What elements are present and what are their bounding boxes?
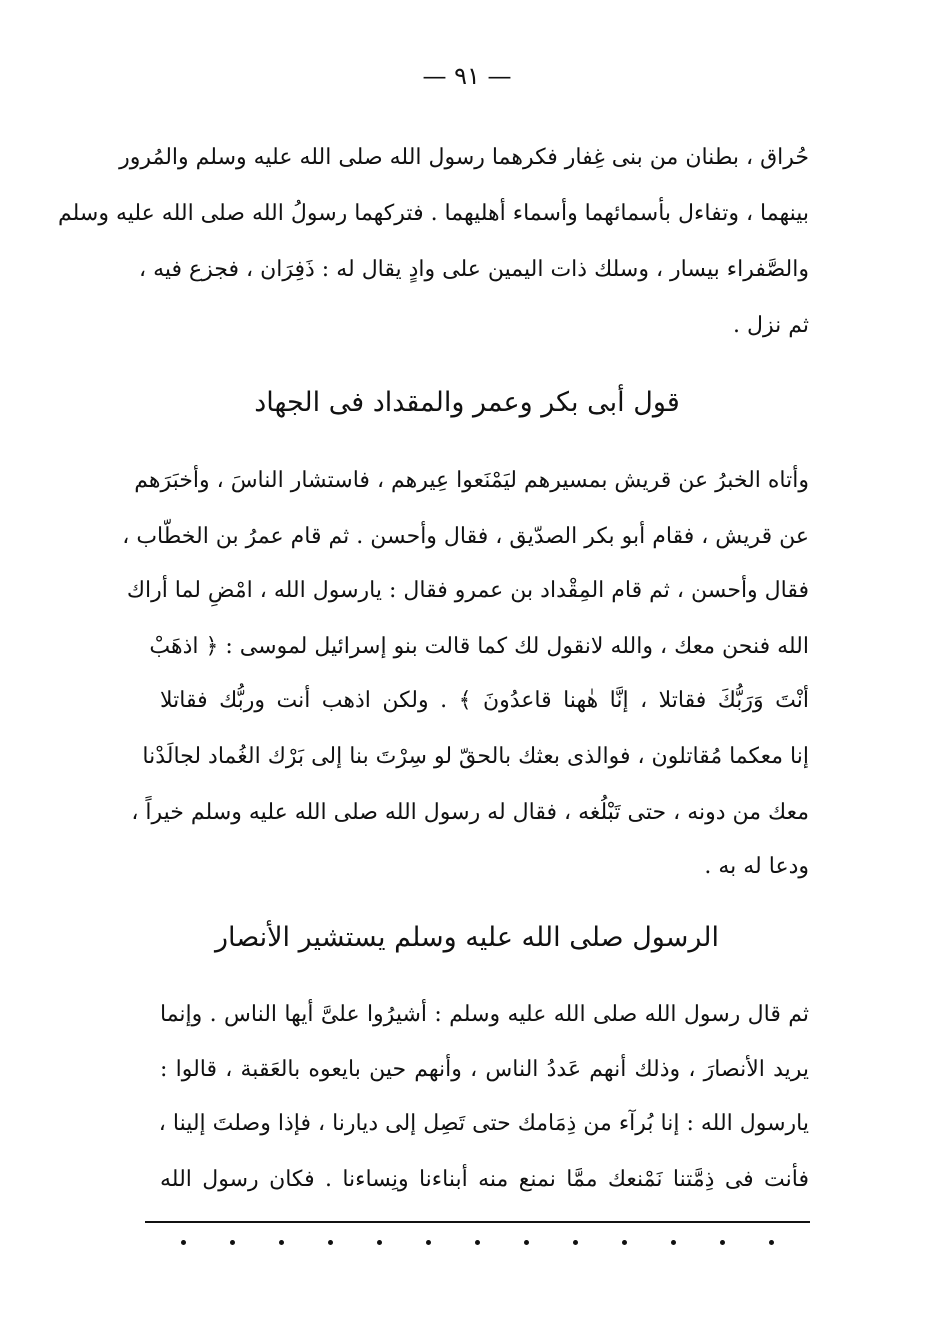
paragraph-line: بينهما ، وتفاءل بأسمائهما وأسماء أهليهما . فتركهما رسولُ الله صلى الله عليه وسلم — [57, 201, 809, 226]
paragraph-line: حُراق ، بطنان من بنى غِفار فكرهما رسول الله صلى الله عليه وسلم والمُرور — [119, 145, 809, 170]
footer-rule — [145, 1221, 810, 1223]
footer-dot — [524, 1240, 529, 1245]
page-number: — ٩١ — — [422, 62, 512, 90]
footer-dot — [230, 1240, 235, 1245]
paragraph-line: يارسول الله : إنا بُرآء من ذِمَامك حتى تَصِل إلى ديارنا ، فإذا وصلتَ إلينا ، — [158, 1111, 809, 1136]
footer-dot — [328, 1240, 333, 1245]
paragraph-line: أنْتَ وَرَبُّكَ فقاتلا ، إنَّا هٰهنا قاعدُونَ ﴾ . ولكن اذهب أنت وربُّك فقاتلا — [160, 688, 809, 713]
paragraph-line: عن قريش ، فقام أبو بكر الصدّيق ، فقال وأحسن . ثم قام عمرُ بن الخطّاب ، — [122, 524, 809, 549]
footer-dot — [671, 1240, 676, 1245]
paragraph-line: ثم نزل . — [733, 313, 809, 338]
paragraph-line: ثم قال رسول الله صلى الله عليه وسلم : أشيرُوا علىَّ أيها الناس . وإنما — [160, 1002, 809, 1027]
paragraph-line: والصَّفراء بيسار ، وسلك ذات اليمين على وادٍ يقال له : ذَفِرَان ، فجزع فيه ، — [138, 257, 809, 282]
footer-dot — [426, 1240, 431, 1245]
paragraph-line: وأتاه الخبرُ عن قريش بمسيرهم ليَمْنَعوا عِيرهم ، فاستشار الناسَ ، وأخبَرَهم — [134, 468, 809, 493]
paragraph-line: يريد الأنصارَ ، وذلك أنهم عَددُ الناس ، وأنهم حين بايعوه بالعَقبة ، قالوا : — [160, 1057, 809, 1082]
footer-dot — [720, 1240, 725, 1245]
footer-dot — [622, 1240, 627, 1245]
paragraph-line: إنا معكما مُقاتلون ، فوالذى بعثك بالحقّ لو سِرْتَ بنا إلى بَرْك الغُماد لجالَدْنا — [142, 744, 809, 769]
footer-dot — [769, 1240, 774, 1245]
paragraph-line: فأنت فى ذِمَّتنا نَمْنعك ممَّا نمنع منه أبناءنا ونِساءنا . فكان رسول الله — [160, 1167, 809, 1192]
footer-dot — [475, 1240, 480, 1245]
footer-dot — [181, 1240, 186, 1245]
footer-dots — [145, 1240, 810, 1245]
section-heading: الرسول صلى الله عليه وسلم يستشير الأنصار — [214, 922, 720, 953]
footer-dot — [573, 1240, 578, 1245]
paragraph-line: ودعا له به . — [704, 854, 809, 879]
footer-dot — [377, 1240, 382, 1245]
paragraph-line: فقال وأحسن ، ثم قام المِقْداد بن عمرو فقال : يارسول الله ، امْضِ لما أراك — [126, 578, 809, 603]
paragraph-line: الله فنحن معك ، والله لانقول لك كما قالت بنو إسرائيل لموسى : ﴿ اذهَبْ — [149, 634, 809, 659]
section-heading: قول أبى بكر وعمر والمقداد فى الجهاد — [254, 387, 680, 418]
paragraph-line: معك من دونه ، حتى تَبْلُغه ، فقال له رسول الله صلى الله عليه وسلم خيراً ، — [131, 800, 809, 825]
footer-dot — [279, 1240, 284, 1245]
